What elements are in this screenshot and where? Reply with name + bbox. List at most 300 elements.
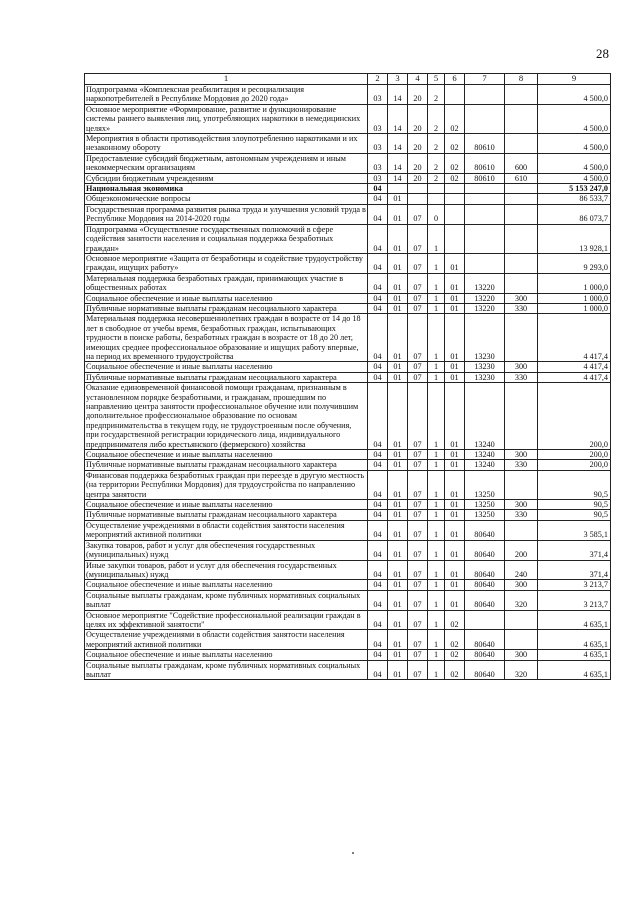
code-cell-8: 600 — [505, 153, 538, 173]
code-cell-3: 01 — [388, 500, 408, 510]
code-cell-4: 20 — [408, 104, 428, 133]
code-cell-7: 13250 — [465, 500, 505, 510]
code-cell-2: 04 — [368, 184, 388, 194]
code-cell-3: 01 — [388, 273, 408, 293]
code-cell-3: 01 — [388, 253, 408, 273]
code-cell-5: 1 — [428, 314, 445, 362]
row-name-cell: Социальные выплаты гражданам, кроме публичных нормативных социальных выплат — [85, 660, 368, 680]
code-cell-4: 07 — [408, 510, 428, 520]
header-cell-6: 6 — [445, 74, 465, 85]
code-cell-3: 01 — [388, 590, 408, 610]
code-cell-7: 80610 — [465, 134, 505, 154]
code-cell-7: 80640 — [465, 590, 505, 610]
code-cell-7: 80640 — [465, 650, 505, 660]
table-row — [85, 273, 611, 293]
amount-cell: 13 928,1 — [538, 224, 611, 253]
code-cell-7 — [465, 104, 505, 133]
code-cell-4: 07 — [408, 224, 428, 253]
amount-cell: 9 293,0 — [538, 253, 611, 273]
amount-cell: 1 000,0 — [538, 273, 611, 293]
code-cell-8 — [505, 383, 538, 450]
code-cell-6: 02 — [445, 173, 465, 183]
code-cell-3: 01 — [388, 372, 408, 382]
code-cell-6: 01 — [445, 560, 465, 580]
code-cell-5: 1 — [428, 650, 445, 660]
amount-cell: 4 635,1 — [538, 610, 611, 630]
code-cell-6: 01 — [445, 510, 465, 520]
code-cell-8: 300 — [505, 293, 538, 303]
code-cell-7 — [465, 610, 505, 630]
code-cell-7: 80640 — [465, 580, 505, 590]
code-cell-6: 01 — [445, 520, 465, 540]
row-name-cell: Социальное обеспечение и иные выплаты населению — [85, 580, 368, 590]
code-cell-5: 1 — [428, 450, 445, 460]
code-cell-3: 01 — [388, 224, 408, 253]
table-row — [85, 224, 611, 253]
code-cell-2: 04 — [368, 314, 388, 362]
amount-cell: 200,0 — [538, 450, 611, 460]
amount-cell: 4 635,1 — [538, 630, 611, 650]
code-cell-5 — [428, 184, 445, 194]
row-name-cell: Подпрограмма «Осуществление государственных полномочий в сфере содействия занятости населения и социальная поддержка безработных граждан» — [85, 224, 368, 253]
row-name-cell: Закупка товаров, работ и услуг для обеспечения государственных (муниципальных) нужд — [85, 540, 368, 560]
code-cell-6: 01 — [445, 273, 465, 293]
code-cell-3: 01 — [388, 520, 408, 540]
row-name-cell: Общеэкономические вопросы — [85, 194, 368, 204]
code-cell-3: 01 — [388, 450, 408, 460]
code-cell-8 — [505, 85, 538, 105]
code-cell-3: 01 — [388, 362, 408, 372]
code-cell-4: 07 — [408, 460, 428, 470]
amount-cell: 90,5 — [538, 470, 611, 499]
code-cell-5: 2 — [428, 134, 445, 154]
row-name-cell: Материальная поддержка несовершеннолетних граждан в возрасте от 14 до 18 лет в свободное от учебы время, безработных граждан, испытывающих трудности в поиске работы, безработных граждан в возрасте от 18 до 20 лет, имеющих среднее профессиональное образование и ищущих работу впервые, на период их временного трудоустройства — [85, 314, 368, 362]
header-cell-1: 1 — [85, 74, 368, 85]
code-cell-3: 01 — [388, 580, 408, 590]
row-name-cell: Осуществление учреждениями в области содействия занятости населения мероприятий активной политики — [85, 630, 368, 650]
code-cell-5: 1 — [428, 590, 445, 610]
code-cell-4: 20 — [408, 153, 428, 173]
code-cell-2: 04 — [368, 383, 388, 450]
table-row — [85, 184, 611, 194]
code-cell-2: 04 — [368, 194, 388, 204]
code-cell-4: 07 — [408, 293, 428, 303]
amount-cell: 371,4 — [538, 540, 611, 560]
table-row — [85, 204, 611, 224]
code-cell-2: 04 — [368, 293, 388, 303]
code-cell-3: 01 — [388, 293, 408, 303]
code-cell-6: 01 — [445, 460, 465, 470]
code-cell-2: 04 — [368, 540, 388, 560]
code-cell-8: 320 — [505, 590, 538, 610]
amount-cell: 200,0 — [538, 460, 611, 470]
code-cell-4: 07 — [408, 383, 428, 450]
row-name-cell: Социальное обеспечение и иные выплаты населению — [85, 362, 368, 372]
code-cell-2: 04 — [368, 520, 388, 540]
header-cell-9: 9 — [538, 74, 611, 85]
code-cell-2: 03 — [368, 104, 388, 133]
code-cell-8: 240 — [505, 560, 538, 580]
code-cell-2: 04 — [368, 460, 388, 470]
code-cell-4: 20 — [408, 134, 428, 154]
table-row — [85, 610, 611, 630]
code-cell-2: 03 — [368, 173, 388, 183]
table-row — [85, 303, 611, 313]
row-name-cell: Основное мероприятие "Содействие профессиональной реализации граждан в целях их эффективной занятости" — [85, 610, 368, 630]
code-cell-2: 04 — [368, 630, 388, 650]
table-row — [85, 500, 611, 510]
row-name-cell: Публичные нормативные выплаты гражданам несоциального характера — [85, 303, 368, 313]
code-cell-3: 01 — [388, 194, 408, 204]
code-cell-7: 13230 — [465, 362, 505, 372]
row-name-cell: Социальное обеспечение и иные выплаты населению — [85, 650, 368, 660]
code-cell-7 — [465, 194, 505, 204]
code-cell-2: 04 — [368, 660, 388, 680]
code-cell-7: 13250 — [465, 510, 505, 520]
code-cell-2: 04 — [368, 224, 388, 253]
code-cell-3: 01 — [388, 660, 408, 680]
code-cell-5: 1 — [428, 510, 445, 520]
code-cell-8: 330 — [505, 372, 538, 382]
code-cell-8: 330 — [505, 510, 538, 520]
code-cell-4: 07 — [408, 540, 428, 560]
code-cell-8: 300 — [505, 650, 538, 660]
code-cell-4: 07 — [408, 204, 428, 224]
code-cell-8: 300 — [505, 450, 538, 460]
code-cell-4: 07 — [408, 590, 428, 610]
code-cell-2: 04 — [368, 610, 388, 630]
code-cell-7: 13220 — [465, 303, 505, 313]
code-cell-6: 01 — [445, 314, 465, 362]
amount-cell: 3 213,7 — [538, 580, 611, 590]
table-row — [85, 560, 611, 580]
amount-cell: 86 533,7 — [538, 194, 611, 204]
code-cell-6: 01 — [445, 303, 465, 313]
amount-cell: 1 000,0 — [538, 293, 611, 303]
amount-cell: 90,5 — [538, 510, 611, 520]
code-cell-6: 02 — [445, 153, 465, 173]
code-cell-7: 13240 — [465, 460, 505, 470]
code-cell-3: 01 — [388, 314, 408, 362]
table-row — [85, 470, 611, 499]
code-cell-3: 01 — [388, 460, 408, 470]
amount-cell: 1 000,0 — [538, 303, 611, 313]
header-cell-2: 2 — [368, 74, 388, 85]
amount-cell: 4 635,1 — [538, 650, 611, 660]
code-cell-3: 14 — [388, 104, 408, 133]
code-cell-6: 01 — [445, 362, 465, 372]
code-cell-5: 1 — [428, 253, 445, 273]
code-cell-5: 1 — [428, 580, 445, 590]
code-cell-4: 07 — [408, 450, 428, 460]
code-cell-6 — [445, 184, 465, 194]
code-cell-5: 2 — [428, 85, 445, 105]
header-cell-5: 5 — [428, 74, 445, 85]
code-cell-6: 01 — [445, 253, 465, 273]
row-name-cell: Субсидии бюджетным учреждениям — [85, 173, 368, 183]
code-cell-6: 01 — [445, 450, 465, 460]
row-name-cell: Подпрограмма «Комплексная реабилитация и ресоциализация наркопотребителей в Республике Мордовия до 2020 года» — [85, 85, 368, 105]
code-cell-2: 03 — [368, 85, 388, 105]
code-cell-5: 1 — [428, 520, 445, 540]
code-cell-7: 80640 — [465, 630, 505, 650]
code-cell-6: 01 — [445, 540, 465, 560]
code-cell-7: 13240 — [465, 383, 505, 450]
code-cell-8 — [505, 134, 538, 154]
table-row — [85, 253, 611, 273]
code-cell-6: 01 — [445, 500, 465, 510]
code-cell-2: 04 — [368, 590, 388, 610]
table-row — [85, 590, 611, 610]
code-cell-5: 1 — [428, 224, 445, 253]
code-cell-7 — [465, 85, 505, 105]
code-cell-8 — [505, 204, 538, 224]
amount-cell: 4 500,0 — [538, 153, 611, 173]
table-row — [85, 293, 611, 303]
code-cell-8 — [505, 470, 538, 499]
row-name-cell: Публичные нормативные выплаты гражданам несоциального характера — [85, 460, 368, 470]
table-row — [85, 510, 611, 520]
code-cell-3: 01 — [388, 204, 408, 224]
code-cell-5: 0 — [428, 204, 445, 224]
table-row — [85, 362, 611, 372]
code-cell-8: 300 — [505, 580, 538, 590]
code-cell-6 — [445, 204, 465, 224]
code-cell-8 — [505, 194, 538, 204]
amount-cell: 86 073,7 — [538, 204, 611, 224]
row-name-cell: Предоставление субсидий бюджетным, автономным учреждениям и иным некоммерческим организациям — [85, 153, 368, 173]
code-cell-4: 07 — [408, 303, 428, 313]
code-cell-6: 01 — [445, 372, 465, 382]
row-name-cell: Публичные нормативные выплаты гражданам несоциального характера — [85, 510, 368, 520]
code-cell-5: 1 — [428, 303, 445, 313]
code-cell-3: 01 — [388, 303, 408, 313]
code-cell-2: 03 — [368, 134, 388, 154]
table-row — [85, 520, 611, 540]
code-cell-5: 2 — [428, 104, 445, 133]
amount-cell: 4 635,1 — [538, 660, 611, 680]
code-cell-4: 07 — [408, 660, 428, 680]
amount-cell: 3 213,7 — [538, 590, 611, 610]
code-cell-3: 14 — [388, 153, 408, 173]
amount-cell: 4 417,4 — [538, 372, 611, 382]
row-name-cell: Осуществление учреждениями в области содействия занятости населения мероприятий активной политики — [85, 520, 368, 540]
amount-cell: 5 153 247,0 — [538, 184, 611, 194]
code-cell-5: 1 — [428, 630, 445, 650]
code-cell-4 — [408, 194, 428, 204]
code-cell-8: 300 — [505, 362, 538, 372]
code-cell-7: 13240 — [465, 450, 505, 460]
code-cell-5 — [428, 194, 445, 204]
table-row — [85, 460, 611, 470]
row-name-cell: Социальное обеспечение и иные выплаты населению — [85, 500, 368, 510]
code-cell-5: 2 — [428, 173, 445, 183]
code-cell-3: 01 — [388, 510, 408, 520]
code-cell-5: 1 — [428, 660, 445, 680]
code-cell-8 — [505, 104, 538, 133]
code-cell-6: 01 — [445, 383, 465, 450]
amount-cell: 4 500,0 — [538, 173, 611, 183]
header-cell-3: 3 — [388, 74, 408, 85]
code-cell-3: 14 — [388, 134, 408, 154]
table-row — [85, 660, 611, 680]
row-name-cell: Материальная поддержка безработных граждан, принимающих участие в общественных работах — [85, 273, 368, 293]
code-cell-7 — [465, 253, 505, 273]
table-row — [85, 134, 611, 154]
page-mark — [352, 852, 354, 854]
row-name-cell: Мероприятия в области противодействия злоупотреблению наркотиками и их незаконному обороту — [85, 134, 368, 154]
row-name-cell: Основное мероприятие «Защита от безработицы и содействие трудоустройству граждан, ищущих работу» — [85, 253, 368, 273]
code-cell-8: 320 — [505, 660, 538, 680]
code-cell-5: 1 — [428, 372, 445, 382]
code-cell-8: 300 — [505, 500, 538, 510]
code-cell-6 — [445, 224, 465, 253]
code-cell-8: 330 — [505, 460, 538, 470]
code-cell-8 — [505, 184, 538, 194]
code-cell-2: 04 — [368, 450, 388, 460]
code-cell-7: 80640 — [465, 560, 505, 580]
code-cell-6: 02 — [445, 610, 465, 630]
code-cell-4: 07 — [408, 580, 428, 590]
code-cell-3 — [388, 184, 408, 194]
code-cell-7: 13220 — [465, 293, 505, 303]
code-cell-4: 07 — [408, 610, 428, 630]
table-header-row — [85, 74, 611, 85]
code-cell-7: 80640 — [465, 660, 505, 680]
code-cell-7: 80610 — [465, 173, 505, 183]
code-cell-6: 01 — [445, 470, 465, 499]
code-cell-8: 200 — [505, 540, 538, 560]
table-row — [85, 450, 611, 460]
code-cell-7: 80640 — [465, 520, 505, 540]
code-cell-6: 02 — [445, 650, 465, 660]
code-cell-8 — [505, 314, 538, 362]
code-cell-7: 80610 — [465, 153, 505, 173]
code-cell-5: 1 — [428, 470, 445, 499]
code-cell-5: 1 — [428, 293, 445, 303]
code-cell-2: 04 — [368, 510, 388, 520]
table-row — [85, 104, 611, 133]
table-row — [85, 194, 611, 204]
code-cell-3: 01 — [388, 610, 408, 630]
table-row — [85, 85, 611, 105]
code-cell-6: 01 — [445, 293, 465, 303]
amount-cell: 4 500,0 — [538, 104, 611, 133]
table-row — [85, 540, 611, 560]
code-cell-4: 07 — [408, 560, 428, 580]
code-cell-3: 01 — [388, 470, 408, 499]
amount-cell: 4 500,0 — [538, 134, 611, 154]
row-name-cell: Иные закупки товаров, работ и услуг для обеспечения государственных (муниципальных) нужд — [85, 560, 368, 580]
code-cell-7 — [465, 184, 505, 194]
code-cell-2: 04 — [368, 204, 388, 224]
code-cell-4: 07 — [408, 372, 428, 382]
amount-cell: 200,0 — [538, 383, 611, 450]
header-cell-4: 4 — [408, 74, 428, 85]
row-name-cell: Социальное обеспечение и иные выплаты населению — [85, 293, 368, 303]
code-cell-2: 03 — [368, 153, 388, 173]
code-cell-4: 07 — [408, 253, 428, 273]
code-cell-6: 01 — [445, 590, 465, 610]
row-name-cell: Национальная экономика — [85, 184, 368, 194]
code-cell-2: 04 — [368, 580, 388, 590]
code-cell-7 — [465, 204, 505, 224]
code-cell-7: 80640 — [465, 540, 505, 560]
table-row — [85, 153, 611, 173]
code-cell-4: 07 — [408, 520, 428, 540]
code-cell-5: 1 — [428, 560, 445, 580]
code-cell-4: 07 — [408, 500, 428, 510]
code-cell-8 — [505, 630, 538, 650]
code-cell-5: 1 — [428, 610, 445, 630]
code-cell-2: 04 — [368, 273, 388, 293]
row-name-cell: Социальные выплаты гражданам, кроме публичных нормативных социальных выплат — [85, 590, 368, 610]
code-cell-3: 14 — [388, 173, 408, 183]
row-name-cell: Социальное обеспечение и иные выплаты населению — [85, 450, 368, 460]
code-cell-8: 610 — [505, 173, 538, 183]
table-row — [85, 630, 611, 650]
code-cell-2: 04 — [368, 362, 388, 372]
code-cell-4: 07 — [408, 470, 428, 499]
code-cell-5: 1 — [428, 362, 445, 372]
code-cell-4: 07 — [408, 650, 428, 660]
table-row — [85, 580, 611, 590]
amount-cell: 371,4 — [538, 560, 611, 580]
code-cell-8 — [505, 224, 538, 253]
code-cell-5: 1 — [428, 500, 445, 510]
code-cell-8 — [505, 253, 538, 273]
code-cell-5: 1 — [428, 383, 445, 450]
code-cell-3: 01 — [388, 630, 408, 650]
code-cell-6 — [445, 194, 465, 204]
table-row — [85, 314, 611, 362]
code-cell-6 — [445, 85, 465, 105]
code-cell-7 — [465, 224, 505, 253]
row-name-cell: Основное мероприятие «Формирование, развитие и функционирование системы раннего выявления лиц, употребляющих наркотики в немедицинских целях» — [85, 104, 368, 133]
code-cell-8 — [505, 610, 538, 630]
code-cell-2: 04 — [368, 303, 388, 313]
header-cell-7: 7 — [465, 74, 505, 85]
page-number: 28 — [596, 46, 609, 61]
budget-table — [84, 73, 611, 680]
code-cell-8: 330 — [505, 303, 538, 313]
code-cell-6: 01 — [445, 580, 465, 590]
row-name-cell: Государственная программа развития рынка труда и улучшения условий труда в Республике Мордовия на 2014-2020 годы — [86, 204, 366, 224]
table-body — [85, 85, 611, 680]
amount-cell: 4 417,4 — [538, 362, 611, 372]
code-cell-2: 04 — [368, 372, 388, 382]
code-cell-5: 2 — [428, 153, 445, 173]
amount-cell: 4 500,0 — [538, 85, 611, 105]
code-cell-6: 02 — [445, 104, 465, 133]
amount-cell: 90,5 — [538, 500, 611, 510]
code-cell-7: 13230 — [465, 314, 505, 362]
code-cell-4: 20 — [408, 85, 428, 105]
code-cell-4: 07 — [408, 362, 428, 372]
code-cell-3: 01 — [388, 383, 408, 450]
code-cell-4: 07 — [408, 630, 428, 650]
code-cell-8 — [505, 273, 538, 293]
code-cell-4 — [408, 184, 428, 194]
code-cell-2: 04 — [368, 470, 388, 499]
table-row — [85, 650, 611, 660]
code-cell-2: 04 — [368, 500, 388, 510]
table-row — [85, 372, 611, 382]
code-cell-4: 07 — [408, 273, 428, 293]
code-cell-7: 13230 — [465, 372, 505, 382]
code-cell-4: 07 — [408, 314, 428, 362]
amount-cell: 3 585,1 — [538, 520, 611, 540]
